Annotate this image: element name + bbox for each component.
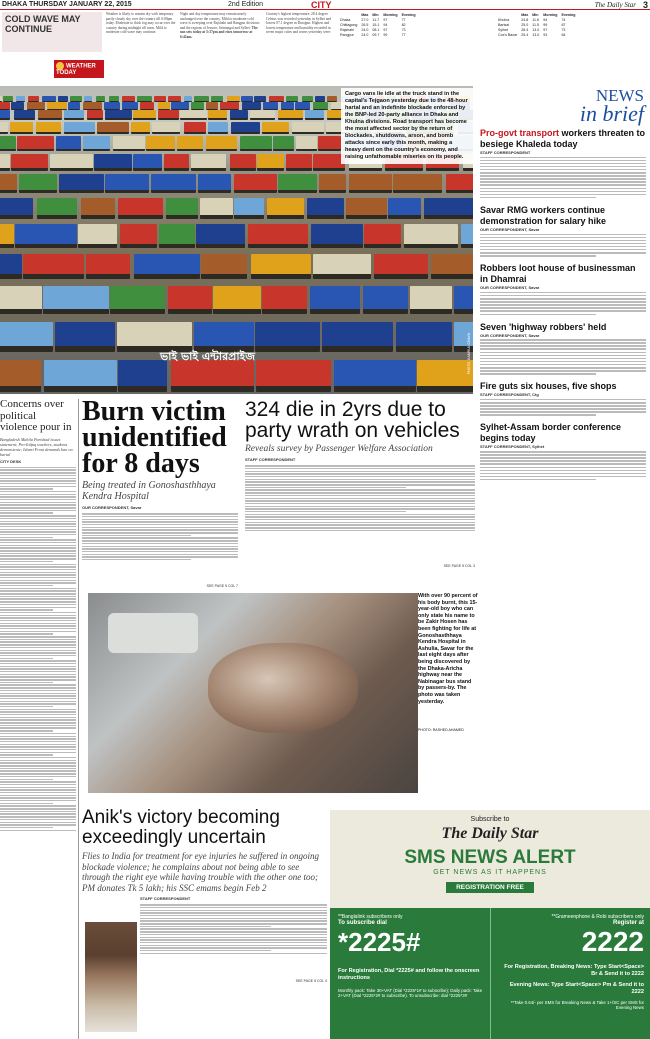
truck [27,102,45,110]
burn-jump: SEE PAGE 5 COL 7 [206,584,238,588]
truck-stand-photo [0,86,473,394]
weather-col-header: Min [372,12,379,17]
truck [184,122,206,135]
die-byline: STAFF CORRESPONDENT [245,457,296,462]
truck [374,254,428,280]
brief-body-text [480,155,646,200]
truck [104,102,120,110]
truck [200,198,232,219]
brief-headline-text: Fire guts six houses, five shops [480,381,617,392]
sun-times: The sun sets today at 5:37pm and rises tomorrow at 6:42am. [180,25,258,39]
weather-col-header: Evening [401,12,416,17]
weather-cell: Chittagong [340,22,358,27]
weather-text-3: Country's highest temperature: 28.4 degree Celsius was recorded yesterday in Sylhet and lowest 07.1 degree in Dinajpur. Highest and lowest temperature and humidity recorded in seven major cities and towns yesterday were: [266,12,332,35]
weather-cell: 94 [383,22,388,27]
ad-subscribe: Subscribe to [470,816,510,823]
weather-col-header: Min [532,12,539,17]
brief-headline [480,322,646,333]
truck [410,286,452,314]
weather-cell: 64 [561,32,566,37]
truck [262,122,288,135]
truck [240,136,272,151]
weather-cell: 08.1 [372,27,380,32]
weather-cell: Rangpur [340,32,354,37]
truck [191,154,226,171]
truck [0,198,33,219]
truck [38,110,62,120]
weather-cell: Sylhet [498,27,508,32]
weather-cell: 97 [543,27,548,32]
left-headline: Concerns over political violence pour in [0,398,72,433]
weather-cell: 28.4 [521,27,529,32]
brief-items [480,128,650,482]
weather-badge-label: WEATHER TODAY [56,63,96,76]
truck [113,136,145,151]
ad-left-fine-print: Monthly pack: Take 30+VAT (Dial *2225*1# to subscribe); Daily pack: Take 2+VAT (Dial *2225*2# to subscribe). To unsubscribe: dial *2225*3# [338,988,483,999]
victim-caption-text: With over 90 percent of his body burnt, this 15-year-old boy who can only state his name to be Zakir Hosen has been fighting for life at Gonoshasthhaya Kendra Hospital in Ashulia, Savar for the last eight days after being discovered by the Dhaka-Aricha highway near the Nabinagar bus stand by passers-by. The photo was taken yesterday. [418,593,478,705]
truck [292,122,324,135]
truck [0,224,14,248]
weather-cell: 74 [561,17,566,22]
news-in-brief [480,86,650,482]
truck [281,102,293,110]
burn-victim-photo [88,593,418,793]
weather-cell: Rajshahi [340,27,354,32]
truck [424,198,473,219]
weather-cell: 94 [543,17,548,22]
truck [250,110,276,120]
truck [307,198,343,219]
brief-body-text [480,449,646,482]
truck [105,174,149,193]
truck [0,286,42,314]
weather-cell: 99 [383,32,388,37]
brief-headline-text: Savar RMG workers continue demonstration for salary hike [480,204,607,226]
truck [15,224,76,248]
truck [248,224,308,248]
die-body-text [245,464,475,564]
brief-item [480,205,646,258]
brief-item [480,263,646,316]
weather-title: COLD WAVE MAY CONTINUE [2,12,102,52]
weather-cell: Cox's Bazar [498,32,518,37]
weather-cell: 24.0 [361,32,369,37]
truck [56,136,81,151]
truck [446,174,473,193]
ad-register-button: REGISTRATION FREE [446,882,534,893]
truck [140,102,154,110]
anik-portrait [85,922,137,1032]
truck [273,136,294,151]
truck [191,102,204,110]
truck [134,254,200,280]
ad-brand: The Daily Star [441,825,539,842]
truck [286,154,312,171]
truck [346,198,386,219]
ad-header [330,810,650,908]
weather-table-a-grid [338,12,418,37]
truck [278,110,303,120]
brief-item [480,422,646,482]
truck [251,254,311,280]
truck [393,174,442,193]
truck [14,110,35,120]
truck [177,136,203,151]
truck [83,136,110,151]
brief-body-text [480,338,646,377]
brief-headline-red: Pro-govt transport [480,128,560,138]
weather-cell: 11.5 [532,22,539,27]
weather-text-2-body: Night and day temperature may remain nearly unchanged over the country. Mild to moderate cold wave is sweeping over Rajshahi and Rangpur divisions and the regions of Jessore, Srimangal and Sylhet. [180,12,260,30]
ad-right-to: Register at [612,920,644,926]
truck [0,322,53,352]
weather-cell: Barisal [498,22,509,27]
truck [64,110,84,120]
truck [10,122,33,135]
section-name: CITY [311,0,332,10]
sun-icon [56,62,64,70]
ad-right-fine-print: **Take 0.64/- per SMS for Breaking News & Take 1+/SC per SMS for Evening News [510,1000,644,1011]
truck [83,102,103,110]
truck [68,102,80,110]
weather-cell: 13.0 [532,27,540,32]
truck [234,174,278,193]
truck [349,174,392,193]
weather-cell: 77 [401,32,406,37]
brief-byline: STAFF CORRESPONDENT, Sylhet [480,444,545,450]
brief-headline [480,128,646,150]
weather-col-header: Max [361,12,369,17]
victim-caption [418,593,478,734]
truck [363,286,408,314]
die-deck: Reveals survey by Passenger Welfare Association [245,444,433,454]
ad-left-operator: **Banglalink subscribers only [338,914,403,920]
truck [196,224,245,248]
brief-byline: OUR CORRESPONDENT, Savar [480,226,540,232]
truck [94,154,132,171]
anik-byline: STAFF CORRESPONDENT [140,896,191,901]
brief-headline-text: workers threaten to besiege Khaleda today [480,128,646,149]
burn-victim-story [82,396,238,588]
photo-caption: Cargo vans lie idle at the truck stand in the capital's Tejgaon yesterday due to the 48-hour hartal and an indefinite blockade enforced by the BNP-led 20-party alliance in Dhaka and Khulna divisions. Road transport has become the most affected sector by the return of blockades, shutdowns, arson, and bomb attacks since early this month, making a heavy dent on the country's economy, and raising unfathomable miseries on its people. [341,88,473,164]
brief-byline: OUR CORRESPONDENT, Savar [480,332,540,338]
truck [159,224,195,248]
truck [396,322,451,352]
weather-text-1: Weather is likely to remain dry with temporary partly cloudy sky over the country till 6:00pm today. Moderate to thick fog may occur over the country during midnight till noon. Mild to moderate cold wave may continue. [106,12,176,35]
burn-body-text [82,512,238,584]
truck [151,174,195,193]
truck [59,174,104,193]
truck [55,322,115,352]
truck [257,154,284,171]
truck [97,122,129,135]
truck [208,122,228,135]
ad-alert: SMS NEWS ALERT [404,847,576,868]
truck [37,198,78,219]
brief-body-text [480,232,646,258]
truck [255,322,320,352]
truck [431,254,473,280]
truck [0,136,16,151]
truck [322,322,393,352]
weather-cell: 15.1 [372,22,380,27]
weather-row [496,17,577,22]
ad-right-operator: **Grameenphone & Robi subscribers only [551,914,644,920]
weather-table-b [496,12,646,72]
weather-badge [54,60,104,78]
truck [0,154,10,171]
truck [461,224,473,248]
truck [152,122,181,135]
weather-cell: 87 [561,22,566,27]
anik-body-text [140,903,327,979]
truck [81,198,115,219]
truck [230,154,256,171]
page-header [0,0,650,10]
truck [87,110,102,120]
truck [158,102,171,110]
weather-cell: 97 [383,17,388,22]
truck [64,122,95,135]
photo-credit: PHOTO: KAMRUL CHAYA [467,332,471,374]
ad-left-registration: For Registration, Dial *2225# and follow the onscreen instructions [338,968,480,981]
weather-cell: 09.7 [372,32,380,37]
sms-alert-ad [330,810,650,1039]
weather-table-a [338,12,488,72]
weather-cell: 82 [401,22,406,27]
truck [208,110,227,120]
brief-byline: STAFF CORRESPONDENT [480,150,531,155]
truck [0,360,41,392]
edition: 2nd Edition [228,1,264,8]
die-jump: SEE PAGE 5 COL 3 [443,564,475,568]
truck [198,174,231,193]
truck [19,174,57,193]
truck [50,154,93,171]
truck [122,102,138,110]
anik-deck: Flies to India for treatment for eye injuries he suffered in ongoing blockade violence; he complains about not being able to see through the right eye while having trouble with the other one too; PM donates Tk 5 lakh; his SSC emams begin Feb 2 [82,851,320,893]
truck [334,360,415,392]
ad-banglalink [338,914,488,999]
truck [454,286,473,314]
truck [313,102,329,110]
truck [263,102,278,110]
truck [133,110,156,120]
truck [164,154,189,171]
truck [234,198,264,219]
weather-cell: 93 [543,32,548,37]
brief-body-text [480,290,646,316]
brief-body-text [480,397,646,417]
truck [171,102,189,110]
truck [220,102,239,110]
left-column-story [0,399,76,1039]
brief-headline-text: Seven 'highway robbers' held [480,321,607,332]
weather-cell: 13.0 [532,32,540,37]
weather-row [338,32,418,37]
truck [43,286,109,314]
weather-box [2,12,647,78]
brief-title [480,86,650,126]
truck [311,224,363,248]
truck [213,286,260,314]
weather-row [496,22,577,27]
truck [0,122,8,135]
truck [36,122,61,135]
ad-right-registration: For Registration, Breaking News: Type Start<Space> Br & Send it to 2222 [504,964,644,977]
pillow [108,613,198,653]
weather-col-header: Morning [383,12,398,17]
burn-deck: Being treated in Gonoshasthhaya Kendra Hospital [82,480,216,502]
anik-headline: Anik's victory becoming exceedingly uncertain [82,807,280,848]
ad-gp-robi [498,914,644,1011]
weather-cell: 26.5 [361,22,369,27]
weather-cell: 24.0 [361,27,369,32]
ad-right-code: 2222 [581,926,644,957]
truck [262,286,307,314]
weather-text-2 [180,12,260,72]
weather-cell: Khulna [498,17,510,22]
victim-figure [208,643,358,733]
brief-headline [480,263,646,285]
truck [0,102,10,110]
truck [105,110,132,120]
truck [201,254,247,280]
truck [158,110,179,120]
left-deck: Bangladesh Mahila Parishad issues statement; Pro-Ittifaq teachers, students demonstrate; Islami Front demands ban on hartal [0,436,73,457]
truck [44,360,117,392]
page-number: 3 [642,0,648,10]
weather-cell: 73 [401,27,406,32]
truck [0,110,10,120]
truck [388,198,421,219]
truck [319,174,346,193]
brief-headline-text: Robbers loot house of businessman in Dhamrai [480,263,636,285]
ad-left-to: To subscribe dial [338,920,387,926]
weather-cell: 11.7 [372,17,380,22]
ad-tagline: GET NEWS AS IT HAPPENS [433,869,547,876]
brief-headline [480,205,646,227]
truck [11,154,48,171]
truck [86,254,130,280]
dateline: DHAKA THURSDAY JANUARY 22, 2015 [2,1,132,8]
truck [131,122,150,135]
truck [78,224,117,248]
weather-col-header: Max [521,12,529,17]
truck [168,286,212,314]
brief-byline: STAFF CORRESPONDENT, Ctg [480,392,539,398]
truck [305,110,325,120]
burn-headline: Burn victim unidentified for 8 days [82,396,227,479]
truck [417,360,473,392]
truck [11,102,24,110]
truck [110,286,165,314]
weather-col-header: Morning [543,12,558,17]
brief-headline [480,381,646,392]
truck [404,224,459,248]
truck [206,102,218,110]
truck [133,154,162,171]
truck [23,254,84,280]
masthead: The Daily Star [594,1,636,9]
anik-jump: SEE PAGE 5 COL 4 [295,979,327,983]
truck [313,254,371,280]
brief-title-news: NEWS [595,86,644,105]
truck [17,136,53,151]
weather-row [496,32,577,37]
ad-right-evening: Evening News: Type Start<Space> Pm & Send it to 2222 [509,982,644,995]
ad-subscribe-panel [330,908,650,1039]
truck [118,198,163,219]
ad-left-code: *2225# [338,927,421,957]
truck [295,102,309,110]
brief-item [480,322,646,377]
truck [256,360,332,392]
left-byline: CITY DESK [0,458,22,464]
truck [0,174,17,193]
brief-item [480,128,646,200]
weather-cell: Dhaka [340,17,351,22]
brief-headline [480,422,646,444]
truck [278,174,316,193]
truck [230,110,247,120]
weather-table-b-grid [496,12,577,37]
brief-title-brief: in brief [579,101,644,126]
weather-cell: 25.4 [521,32,529,37]
weather-col-header: Evening [561,12,576,17]
truck [242,102,261,110]
truck [267,198,303,219]
weather-cell: 77 [401,17,406,22]
weather-cell: 97 [383,27,388,32]
truck [206,136,237,151]
truck [0,254,22,280]
truck [296,136,317,151]
vehicle-deaths-story [245,399,475,568]
weather-cell: 11.6 [532,17,539,22]
truck [47,102,67,110]
truck [120,224,156,248]
truck [318,136,340,151]
weather-cell: 73 [561,27,566,32]
victim-photo-credit: PHOTO: RASHED AHAMED [418,728,464,733]
truck [310,286,361,314]
truck-lettering: ভাই ভাই এন্টারপ্রাইজ [160,350,256,363]
column-divider [78,399,79,1039]
weather-cell: 25.0 [521,22,529,27]
left-body-text [0,466,76,1011]
weather-cell: 24.8 [521,17,529,22]
die-headline: 324 die in 2yrs due to party wrath on vehicles [245,398,460,442]
truck [146,136,175,151]
brief-headline-text: Sylhet-Assam border conference begins today [480,422,622,444]
truck [364,224,401,248]
ad-divider [490,908,491,1039]
brief-item [480,381,646,417]
truck [180,110,207,120]
brief-byline: OUR CORRESPONDENT, Savar [480,285,540,291]
truck [231,122,261,135]
truck [166,198,198,219]
weather-cell: 99 [543,22,548,27]
burn-byline: OUR CORRESPONDENT, Savar [82,505,142,510]
weather-cell: 27.0 [361,17,369,22]
